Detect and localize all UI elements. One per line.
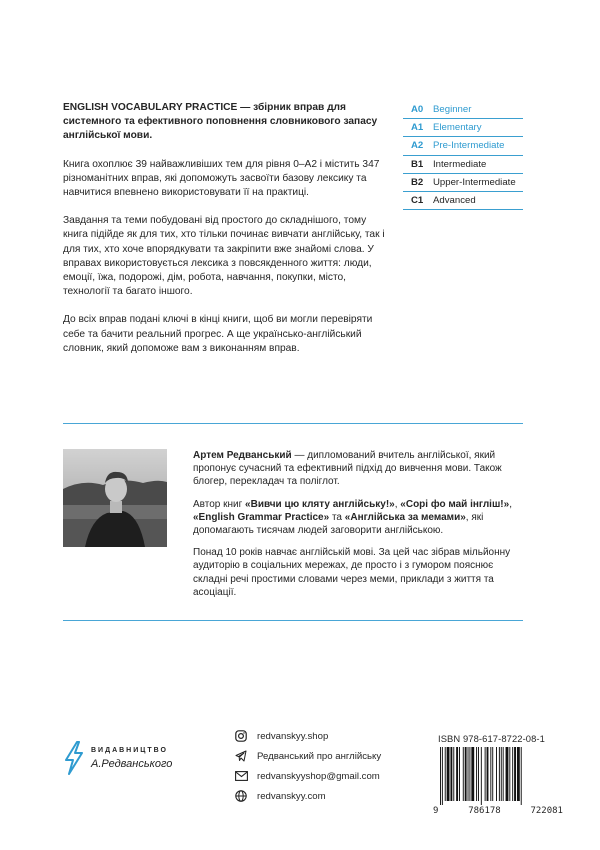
level-code: A1 [411,122,424,134]
barcode-bar [487,747,489,801]
barcode-digit-group-1: 786178 [468,806,501,816]
author-books-separator: , [394,498,401,510]
author-books-separator: та [329,511,345,523]
instagram-icon [233,728,249,744]
author-book-title: «English Grammar Practice» [193,511,330,523]
level-name: Beginner [433,104,472,116]
barcode-bar [476,747,477,801]
level-row [403,192,523,210]
author-name: Артем Редванський [193,450,292,461]
level-row [403,156,523,174]
barcode-bar [445,747,446,801]
barcode-bar [459,747,460,801]
barcode-bar [440,747,441,805]
barcode [436,747,556,805]
publisher-logo [63,741,183,777]
contact-text: redvanskyy.com [257,790,326,802]
contact-text: redvanskyy.shop [257,730,329,742]
barcode-bar [490,747,491,801]
barcode-bar [468,747,469,801]
barcode-bar [492,747,493,801]
author-bio-paragraph-2 [193,498,529,538]
barcode-bar [442,747,443,805]
author-bio [193,449,529,608]
author-books-prefix: Автор книг [193,498,246,510]
barcode-digit-first: 9 [433,806,439,816]
level-code: C1 [411,195,424,207]
author-bio-text: — дипломований вчитель англійської, який пропонує сучасний та ефективний підхід до вивчення мови. Також блогер, перекладач та поліглот. [193,450,502,488]
level-code: B2 [411,176,424,188]
globe-icon [233,788,249,804]
barcode-bar [478,747,479,801]
author-books-separator: , [509,498,512,510]
author-photo [63,449,167,547]
publisher-name: А.Редванського [91,758,173,770]
contact-list [233,726,381,806]
level-name: Intermediate [433,158,487,170]
author-books-suffix: , які допомагають тисячам людей заговорити англійською. [193,511,484,537]
level-code: A0 [411,104,424,116]
level-name: Upper-Intermediate [433,176,516,188]
barcode-bar [499,747,500,801]
barcode-bar [485,747,486,801]
divider-bottom [63,620,523,621]
barcode-bar [471,747,474,801]
author-book-title: «Сорі фо май інгліш!» [400,498,510,510]
contact-text: Редванський про англійську [257,750,382,762]
level-row [403,174,523,192]
contact-email[interactable] [233,766,381,786]
barcode-bar [481,747,482,805]
level-table [403,101,523,210]
level-code: B1 [411,158,424,170]
isbn-label: ISBN 978-617-8722-08-1 [438,733,545,744]
intro-paragraph-2: Завдання та теми побудовані від простого до складнішого, тому книга підійде як для тих, хто тільки починає вивчати англійську, так і для тих, хто хоче впорядкувати та закріпити вже знайомі слова. У вправах використовується лексика з повсякденного життя: люди, емоції, їжа, подорожі, дім, робота, навчання, покупки, місто, технології та багато іншого. [63,215,385,298]
barcode-bar [496,747,497,801]
barcode-digits [433,806,563,816]
level-row [403,119,523,137]
author-bio-paragraph-1 [193,449,529,489]
intro-paragraph-1: Книга охоплює 39 найважливіших тем для рівня 0–A2 і містить 347 різноманітних вправ, які допоможуть засвоїти базову лексику та навчитися впевнено використовувати її на практиці. [63,158,380,199]
barcode-bar [503,747,504,801]
level-row [403,137,523,155]
author-book-title: «Вивчи цю кляту англійську!» [245,498,395,510]
barcode-bar [509,747,510,801]
telegram-icon [233,748,249,764]
level-name: Elementary [433,122,482,134]
level-name: Advanced [433,195,476,207]
barcode-bar [514,747,516,801]
level-row [403,101,523,119]
publisher-lightning-icon [63,741,85,775]
barcode-bar [447,747,450,801]
barcode-bar [521,747,522,805]
level-code: A2 [411,140,424,152]
mail-icon [233,768,249,784]
barcode-bar [517,747,520,801]
contact-text: redvanskyyshop@gmail.com [257,770,380,782]
barcode-digit-group-2: 722081 [530,806,563,816]
contact-website[interactable] [233,786,381,806]
author-book-title: «Англійська за мемами» [344,511,466,523]
publisher-label: ВИДАВНИЦТВО [91,747,168,754]
contact-instagram[interactable] [233,726,381,746]
barcode-bar [465,747,467,801]
barcode-bar [506,747,509,801]
divider-top [63,423,523,424]
barcode-bar [456,747,458,801]
barcode-bar [463,747,464,801]
barcode-bar [512,747,513,801]
level-name: Pre-Intermediate [433,140,505,152]
contact-telegram[interactable] [233,746,381,766]
barcode-bar [501,747,502,801]
barcode-bar [469,747,470,801]
barcode-bar [453,747,454,801]
intro-lead: ENGLISH VOCABULARY PRACTICE — збірник вправ для системного та ефективного поповнення словникового запасу англійської мови. [63,102,378,142]
barcode-bar [450,747,452,801]
author-bio-paragraph-3: Понад 10 років навчає англійській мові. За цей час зібрав мільйонну аудиторію в соціальних мережах, де просто і з гумором пояснює складні речі простими словами через меми, приклади з життя та асоціації. [193,547,511,598]
intro-paragraph-3: До всіх вправ подані ключі в кінці книги, щоб ви могли перевіряти себе та бачити реальний прогрес. А ще українсько-англійський словник, який допоможе вам з виконанням вправ. [63,314,373,354]
intro-text [63,101,385,370]
author-photo-image [63,449,167,547]
